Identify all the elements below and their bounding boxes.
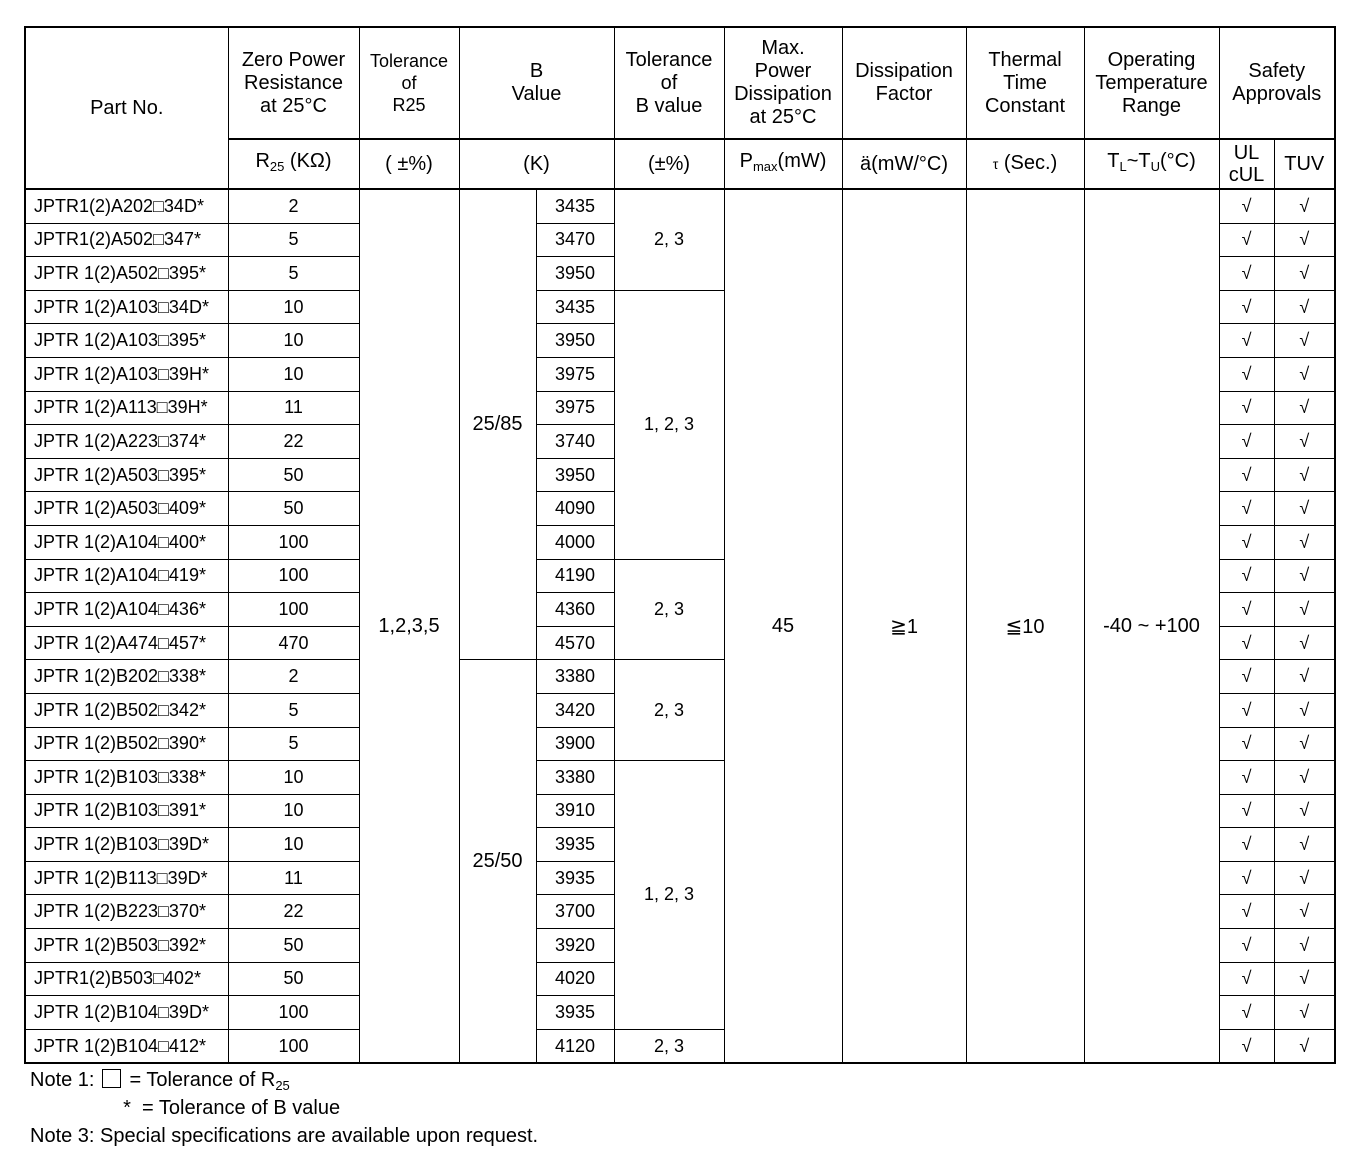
- b-group-cell: 25/85: [459, 189, 536, 660]
- b-value-cell: 3975: [536, 391, 614, 425]
- unit-operating: $T_L\sim T_U(^\circ C)$: [1084, 139, 1219, 189]
- b-value-cell: 4000: [536, 525, 614, 559]
- unit-tol-r25: ( ±%): [359, 139, 459, 189]
- ul-check-icon: √: [1219, 357, 1274, 391]
- tuv-check-icon: √: [1274, 761, 1335, 795]
- table-row: [25, 189, 1335, 223]
- tuv-check-icon: √: [1274, 660, 1335, 694]
- header-tol-r25: Tolerance of R25: [359, 27, 459, 139]
- unit-thermal: τ (Sec.): [966, 139, 1084, 189]
- b-value-cell: 4360: [536, 593, 614, 627]
- operating-cell: -40 ~ +100: [1084, 189, 1219, 1063]
- unit-pmax: $P_{max}(mW)$: [724, 139, 842, 189]
- tol-b-cell: 1, 2, 3: [614, 761, 724, 1030]
- part-no-cell: JPTR1(2)A202□34D*: [25, 189, 228, 223]
- tuv-check-icon: √: [1274, 895, 1335, 929]
- part-no-cell: JPTR 1(2)B502□390*: [25, 727, 228, 761]
- tuv-check-icon: √: [1274, 828, 1335, 862]
- part-no-cell: JPTR 1(2)A474□457*: [25, 626, 228, 660]
- header-zero-power: Zero Power Resistance at 25°C: [228, 27, 359, 139]
- tuv-check-icon: √: [1274, 559, 1335, 593]
- ul-check-icon: √: [1219, 626, 1274, 660]
- tuv-check-icon: √: [1274, 425, 1335, 459]
- tuv-check-icon: √: [1274, 189, 1335, 223]
- b-value-cell: 3950: [536, 257, 614, 291]
- ul-check-icon: √: [1219, 828, 1274, 862]
- r25-cell: 100: [228, 593, 359, 627]
- r25-cell: 11: [228, 861, 359, 895]
- part-no-cell: JPTR 1(2)A103□34D*: [25, 290, 228, 324]
- part-no-cell: JPTR 1(2)A104□419*: [25, 559, 228, 593]
- part-no-cell: JPTR 1(2)A503□409*: [25, 492, 228, 526]
- r25-cell: 2: [228, 660, 359, 694]
- max-power-cell: 45: [724, 189, 842, 1063]
- part-no-cell: JPTR 1(2)A103□395*: [25, 324, 228, 358]
- ul-check-icon: √: [1219, 223, 1274, 257]
- unit-tol-b: (±%): [614, 139, 724, 189]
- r25-cell: 10: [228, 828, 359, 862]
- r25-cell: 10: [228, 290, 359, 324]
- b-value-cell: 3950: [536, 458, 614, 492]
- r25-cell: 22: [228, 895, 359, 929]
- tol-b-cell: 2, 3: [614, 660, 724, 761]
- r25-cell: 100: [228, 525, 359, 559]
- tuv-check-icon: √: [1274, 492, 1335, 526]
- ul-check-icon: √: [1219, 861, 1274, 895]
- ul-check-icon: √: [1219, 391, 1274, 425]
- r25-cell: 100: [228, 996, 359, 1030]
- header-tol-b: Tolerance of B value: [614, 27, 724, 139]
- tuv-check-icon: √: [1274, 357, 1335, 391]
- b-value-cell: 3470: [536, 223, 614, 257]
- header-b-value: B Value: [459, 27, 614, 139]
- b-value-cell: 3435: [536, 189, 614, 223]
- r25-cell: 11: [228, 391, 359, 425]
- ul-check-icon: √: [1219, 525, 1274, 559]
- tuv-check-icon: √: [1274, 693, 1335, 727]
- unit-tuv: TUV: [1274, 139, 1335, 189]
- dissipation-cell: ≧1: [842, 189, 966, 1063]
- b-value-cell: 3380: [536, 761, 614, 795]
- tuv-check-icon: √: [1274, 794, 1335, 828]
- part-no-cell: JPTR 1(2)B104□412*: [25, 1029, 228, 1063]
- part-no-cell: JPTR 1(2)B503□392*: [25, 929, 228, 963]
- b-value-cell: 3435: [536, 290, 614, 324]
- r25-cell: 100: [228, 1029, 359, 1063]
- ul-check-icon: √: [1219, 257, 1274, 291]
- thermal-cell: ≦10: [966, 189, 1084, 1063]
- header-safety: Safety Approvals: [1219, 27, 1335, 139]
- part-no-cell: JPTR 1(2)A502□395*: [25, 257, 228, 291]
- tuv-check-icon: √: [1274, 996, 1335, 1030]
- part-no-cell: JPTR 1(2)A113□39H*: [25, 391, 228, 425]
- r25-cell: 5: [228, 693, 359, 727]
- r25-cell: 50: [228, 492, 359, 526]
- ul-check-icon: √: [1219, 693, 1274, 727]
- header-part-no: Part No.: [25, 27, 228, 189]
- note-2-text: = Tolerance of B value: [142, 1097, 341, 1119]
- note-1-text: = Tolerance of R: [129, 1069, 276, 1091]
- header-max-power: Max. Power Dissipation at 25°C: [724, 27, 842, 139]
- box-symbol: [102, 1069, 121, 1088]
- r25-cell: 5: [228, 257, 359, 291]
- part-no-cell: JPTR 1(2)A103□39H*: [25, 357, 228, 391]
- ul-check-icon: √: [1219, 996, 1274, 1030]
- part-no-cell: JPTR 1(2)B103□39D*: [25, 828, 228, 862]
- b-value-cell: 3740: [536, 425, 614, 459]
- part-no-cell: JPTR 1(2)B113□39D*: [25, 861, 228, 895]
- tuv-check-icon: √: [1274, 257, 1335, 291]
- notes: [30, 1066, 538, 1150]
- tuv-check-icon: √: [1274, 593, 1335, 627]
- tuv-check-icon: √: [1274, 391, 1335, 425]
- part-no-cell: JPTR 1(2)B103□338*: [25, 761, 228, 795]
- tol-b-cell: 2, 3: [614, 1029, 724, 1063]
- b-value-cell: 3950: [536, 324, 614, 358]
- tuv-check-icon: √: [1274, 962, 1335, 996]
- ul-check-icon: √: [1219, 727, 1274, 761]
- spec-table: [24, 26, 1336, 1064]
- b-group-cell: 25/50: [459, 660, 536, 1064]
- ul-check-icon: √: [1219, 962, 1274, 996]
- tuv-check-icon: √: [1274, 458, 1335, 492]
- ul-check-icon: √: [1219, 458, 1274, 492]
- header-dissipation: Dissipation Factor: [842, 27, 966, 139]
- b-value-cell: 3935: [536, 828, 614, 862]
- b-value-cell: 4190: [536, 559, 614, 593]
- b-value-cell: 3420: [536, 693, 614, 727]
- part-no-cell: JPTR1(2)A502□347*: [25, 223, 228, 257]
- tol-b-cell: 2, 3: [614, 559, 724, 660]
- part-no-cell: JPTR 1(2)B502□342*: [25, 693, 228, 727]
- ul-check-icon: √: [1219, 929, 1274, 963]
- ul-check-icon: √: [1219, 324, 1274, 358]
- r25-cell: 10: [228, 324, 359, 358]
- r25-cell: 5: [228, 223, 359, 257]
- r25-cell: 5: [228, 727, 359, 761]
- star-symbol: *: [123, 1097, 131, 1119]
- ul-check-icon: √: [1219, 1029, 1274, 1063]
- r25-cell: 50: [228, 929, 359, 963]
- ul-check-icon: √: [1219, 660, 1274, 694]
- part-no-cell: JPTR 1(2)B223□370*: [25, 895, 228, 929]
- r25-cell: 22: [228, 425, 359, 459]
- note-1: [30, 1066, 538, 1094]
- note-2: [30, 1094, 538, 1122]
- part-no-cell: JPTR 1(2)A223□374*: [25, 425, 228, 459]
- tuv-check-icon: √: [1274, 929, 1335, 963]
- b-value-cell: 4090: [536, 492, 614, 526]
- note-1-label: Note 1:: [30, 1069, 95, 1091]
- b-value-cell: 3380: [536, 660, 614, 694]
- r25-cell: 50: [228, 962, 359, 996]
- note-1-sub: 25: [275, 1078, 290, 1093]
- header-thermal: Thermal Time Constant: [966, 27, 1084, 139]
- b-value-cell: 4570: [536, 626, 614, 660]
- tol-b-cell: 2, 3: [614, 189, 724, 290]
- part-no-cell: JPTR 1(2)A503□395*: [25, 458, 228, 492]
- ul-check-icon: √: [1219, 559, 1274, 593]
- part-no-cell: JPTR 1(2)B202□338*: [25, 660, 228, 694]
- part-no-cell: JPTR 1(2)B104□39D*: [25, 996, 228, 1030]
- tuv-check-icon: √: [1274, 290, 1335, 324]
- tol-r25-cell: 1,2,3,5: [359, 189, 459, 1063]
- b-value-cell: 3700: [536, 895, 614, 929]
- b-value-cell: 3935: [536, 996, 614, 1030]
- ul-check-icon: √: [1219, 290, 1274, 324]
- ul-check-icon: √: [1219, 189, 1274, 223]
- tol-b-cell: 1, 2, 3: [614, 290, 724, 559]
- tuv-check-icon: √: [1274, 626, 1335, 660]
- tuv-check-icon: √: [1274, 324, 1335, 358]
- b-value-cell: 4120: [536, 1029, 614, 1063]
- unit-dissipation: ä(mW/°C): [842, 139, 966, 189]
- spec-body: [25, 189, 1335, 1063]
- unit-ul-cul: UL cUL: [1219, 139, 1274, 189]
- ul-check-icon: √: [1219, 761, 1274, 795]
- b-value-cell: 4020: [536, 962, 614, 996]
- tuv-check-icon: √: [1274, 1029, 1335, 1063]
- unit-r25: $R_{25}$ (KΩ): [228, 139, 359, 189]
- r25-cell: 10: [228, 761, 359, 795]
- b-value-cell: 3935: [536, 861, 614, 895]
- b-value-cell: 3975: [536, 357, 614, 391]
- tuv-check-icon: √: [1274, 223, 1335, 257]
- part-no-cell: JPTR 1(2)A104□436*: [25, 593, 228, 627]
- part-no-cell: JPTR 1(2)B103□391*: [25, 794, 228, 828]
- ul-check-icon: √: [1219, 593, 1274, 627]
- r25-cell: 100: [228, 559, 359, 593]
- r25-cell: 10: [228, 794, 359, 828]
- ul-check-icon: √: [1219, 895, 1274, 929]
- tuv-check-icon: √: [1274, 727, 1335, 761]
- r25-cell: 50: [228, 458, 359, 492]
- part-no-cell: JPTR1(2)B503□402*: [25, 962, 228, 996]
- unit-b-value: (K): [459, 139, 614, 189]
- ul-check-icon: √: [1219, 425, 1274, 459]
- tuv-check-icon: √: [1274, 525, 1335, 559]
- r25-cell: 2: [228, 189, 359, 223]
- b-value-cell: 3910: [536, 794, 614, 828]
- ul-check-icon: √: [1219, 794, 1274, 828]
- ul-check-icon: √: [1219, 492, 1274, 526]
- part-no-cell: JPTR 1(2)A104□400*: [25, 525, 228, 559]
- header-operating: Operating Temperature Range: [1084, 27, 1219, 139]
- r25-cell: 10: [228, 357, 359, 391]
- note-3: Note 3: Special specifications are available upon request.: [30, 1125, 539, 1147]
- b-value-cell: 3900: [536, 727, 614, 761]
- r25-cell: 470: [228, 626, 359, 660]
- tuv-check-icon: √: [1274, 861, 1335, 895]
- b-value-cell: 3920: [536, 929, 614, 963]
